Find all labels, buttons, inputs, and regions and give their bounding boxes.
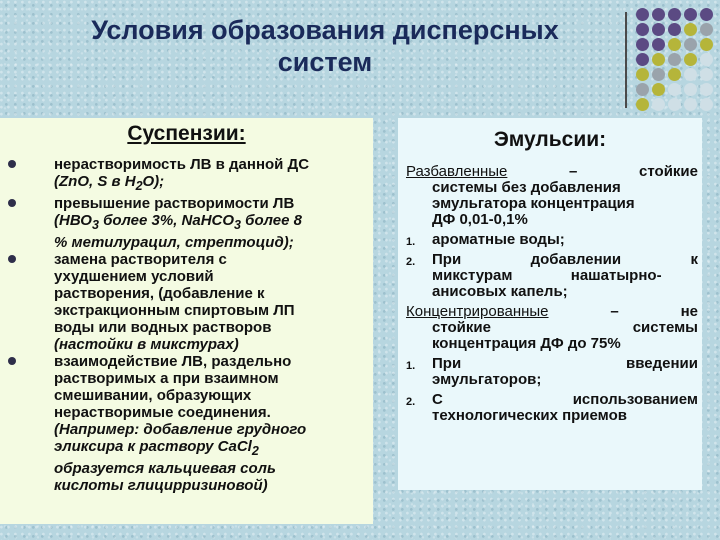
decorative-dot — [636, 23, 649, 36]
decorative-dot — [700, 8, 713, 21]
dash: – — [610, 303, 619, 320]
list-item — [406, 232, 698, 248]
decorative-dot — [652, 53, 665, 66]
list-item-text: эликсира к раствору CaCl — [54, 438, 252, 455]
bullet-icon — [8, 357, 16, 365]
decorative-dot — [684, 98, 697, 111]
dash: – — [569, 163, 578, 180]
bullet-icon — [8, 160, 16, 168]
list-item-text: растворимых а при взаимном — [54, 370, 279, 387]
suspensions-heading: Суспензии: — [127, 122, 246, 145]
list-item-text: O); — [142, 173, 165, 190]
text: анисовых капель; — [432, 283, 568, 300]
list-item-text: ухудшением условий — [54, 268, 214, 285]
text: ДФ 0,01-0,1% — [432, 211, 528, 228]
decorative-dot — [652, 23, 665, 36]
bullet-icon — [8, 199, 16, 207]
decorative-dot — [652, 38, 665, 51]
list-item — [406, 252, 698, 300]
list-item-text: более 3%, NaHCO — [98, 212, 235, 229]
text: При — [432, 355, 462, 372]
item-number: 1. — [406, 360, 416, 372]
text: эмульгаторов; — [432, 371, 542, 388]
decorative-dot — [684, 8, 697, 21]
text: эмульгатора концентрация — [432, 195, 635, 212]
list-item-text: растворения, (добавление к — [54, 285, 265, 302]
emulsions-panel — [398, 118, 702, 490]
decorative-dot — [700, 38, 713, 51]
decorative-dot — [636, 38, 649, 51]
list-item — [0, 353, 373, 494]
decorative-dot — [668, 53, 681, 66]
text: не — [680, 303, 698, 320]
text: введении — [626, 355, 698, 372]
suspensions-list — [0, 156, 373, 494]
list-item-text: превышение растворимости ЛВ — [54, 195, 295, 212]
decorative-dot — [684, 83, 697, 96]
text: технологических приемов — [432, 407, 627, 424]
concentrated-line — [406, 304, 698, 320]
list-item — [0, 195, 373, 251]
text: ароматные воды; — [432, 231, 565, 248]
list-item-sub: 2 — [251, 444, 259, 458]
list-item — [0, 156, 373, 195]
text: использованием — [572, 391, 698, 408]
decorative-dot-grid — [636, 8, 720, 116]
decorative-dot — [652, 68, 665, 81]
list-item — [406, 392, 698, 424]
text: При — [432, 251, 462, 268]
decorative-dot — [668, 23, 681, 36]
list-item-text: (Например: добавление грудного — [54, 421, 307, 438]
text-row — [432, 252, 698, 268]
list-item-text: образуется кальциевая соль — [54, 460, 276, 477]
title-line-1: Условия образования дисперсных — [91, 15, 559, 45]
list-item-text: кислоты глицирризиновой) — [54, 477, 268, 494]
item-number: 2. — [406, 396, 416, 408]
text: системы без добавления — [432, 179, 621, 196]
title-divider — [625, 12, 627, 108]
list-item-text: экстракционным спиртовым ЛП — [54, 302, 295, 319]
text-row — [432, 392, 698, 408]
decorative-dot — [668, 68, 681, 81]
text: добавлении — [530, 251, 622, 268]
text: стойкие — [639, 163, 698, 180]
bullet-icon — [8, 255, 16, 263]
text: концентрация ДФ до 75% — [432, 335, 621, 352]
decorative-dot — [652, 98, 665, 111]
diluted-label: Разбавленные — [406, 163, 508, 180]
list-item-text: более 8 — [241, 212, 302, 229]
decorative-dot — [684, 53, 697, 66]
text: С — [432, 391, 443, 408]
decorative-dot — [636, 83, 649, 96]
decorative-dot — [700, 23, 713, 36]
item-number: 1. — [406, 236, 416, 248]
decorative-dot — [636, 68, 649, 81]
text-row — [432, 356, 698, 372]
list-item-text: нерастворимость ЛВ в данной ДС — [54, 156, 310, 173]
decorative-dot — [700, 98, 713, 111]
list-item-text: % метилурацил, стрептоцид); — [54, 234, 294, 251]
decorative-dot — [684, 23, 697, 36]
text: системы — [632, 319, 698, 336]
decorative-dot — [636, 53, 649, 66]
decorative-dot — [700, 83, 713, 96]
decorative-dot — [700, 53, 713, 66]
text: микстурам нашатырно- — [432, 267, 662, 284]
decorative-dot — [684, 38, 697, 51]
list-item-text: замена растворителя с — [54, 251, 227, 268]
item-number: 2. — [406, 256, 416, 268]
list-item-sub: 3 — [91, 218, 99, 232]
decorative-dot — [668, 83, 681, 96]
list-item-sub: 2 — [135, 179, 143, 193]
decorative-dot — [668, 38, 681, 51]
list-item — [406, 356, 698, 388]
list-item-text: нерастворимые соединения. — [54, 404, 271, 421]
title-line-2: систем — [277, 47, 373, 77]
emulsions-body — [406, 164, 698, 424]
decorative-dot — [700, 68, 713, 81]
text-row — [406, 320, 698, 336]
decorative-dot — [668, 8, 681, 21]
list-item-text: (ZnO, S в H — [54, 173, 136, 190]
suspensions-panel — [0, 118, 373, 524]
text: стойкие — [432, 319, 491, 336]
list-item-text: взаимодействие ЛВ, раздельно — [54, 353, 292, 370]
list-item-text: (настойки в микстурах) — [54, 336, 239, 353]
page-title — [40, 14, 610, 78]
list-item-text: смешивании, образующих — [54, 387, 252, 404]
emulsions-heading: Эмульсии: — [493, 128, 607, 151]
decorative-dot — [668, 98, 681, 111]
decorative-dot — [636, 98, 649, 111]
decorative-dot — [652, 8, 665, 21]
decorative-dot — [684, 68, 697, 81]
diluted-line — [406, 164, 698, 180]
list-item-text: воды или водных растворов — [54, 319, 272, 336]
decorative-dot — [636, 8, 649, 21]
decorative-dot — [652, 83, 665, 96]
concentrated-label: Концентрированные — [406, 303, 549, 320]
list-item-text: (НВО — [54, 212, 92, 229]
text: к — [690, 251, 698, 268]
list-item — [0, 251, 373, 353]
list-item-sub: 3 — [234, 218, 241, 232]
